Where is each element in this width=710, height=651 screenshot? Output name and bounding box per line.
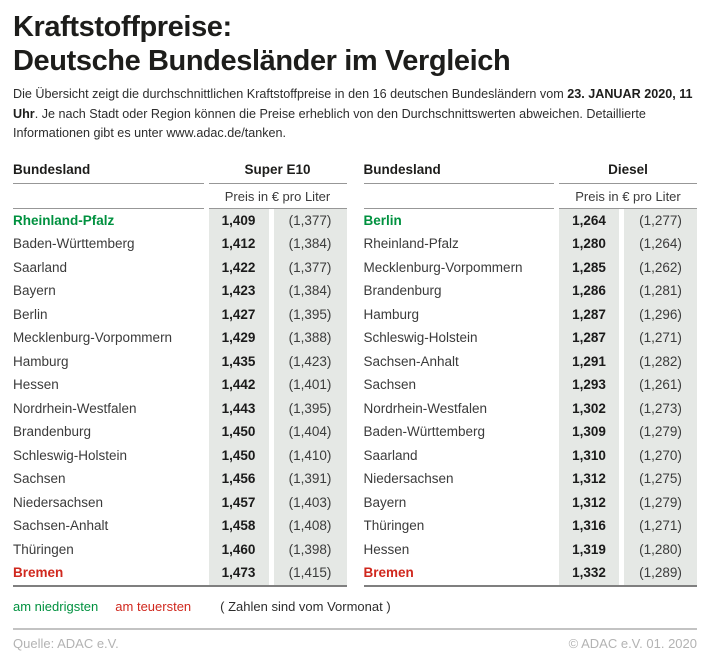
table-row bbox=[364, 420, 698, 444]
table-header-row bbox=[13, 157, 347, 184]
state-name: Berlin bbox=[13, 306, 48, 322]
state-name: Bayern bbox=[13, 283, 56, 299]
previous-month-price: (1,271) bbox=[624, 514, 697, 538]
current-price: 1,442 bbox=[209, 373, 269, 397]
intro-date-bold: 23. JANUAR 2020, 11 Uhr bbox=[13, 87, 693, 121]
state-name: Brandenburg bbox=[13, 424, 92, 440]
state-name: Berlin bbox=[363, 212, 402, 228]
previous-month-price: (1,280) bbox=[624, 538, 697, 562]
current-price: 1,450 bbox=[209, 444, 269, 468]
current-price: 1,264 bbox=[559, 209, 619, 233]
table-subheader-row bbox=[13, 184, 347, 209]
table-row bbox=[364, 397, 698, 421]
current-price: 1,316 bbox=[559, 514, 619, 538]
legend bbox=[13, 599, 697, 614]
footer bbox=[13, 628, 697, 651]
previous-month-price: (1,296) bbox=[624, 303, 697, 327]
table-row bbox=[13, 397, 347, 421]
previous-month-price: (1,384) bbox=[274, 232, 347, 256]
page-title bbox=[13, 10, 697, 78]
state-name: Sachsen-Anhalt bbox=[13, 518, 109, 534]
state-name: Saarland bbox=[363, 447, 418, 463]
subheader-spacer bbox=[13, 184, 204, 209]
previous-month-price: (1,279) bbox=[624, 420, 697, 444]
previous-month-price: (1,262) bbox=[624, 256, 697, 280]
state-name: Mecklenburg-Vorpommern bbox=[363, 259, 523, 275]
table-row bbox=[364, 538, 698, 562]
intro-text: Die Übersicht zeigt die durchschnittlichen Kraftstoffpreise in den 16 deutschen Bundesländern vom bbox=[13, 87, 568, 101]
table-row bbox=[13, 279, 347, 303]
table-body bbox=[13, 209, 347, 587]
previous-month-price: (1,395) bbox=[274, 397, 347, 421]
current-price: 1,312 bbox=[559, 467, 619, 491]
current-price: 1,435 bbox=[209, 350, 269, 374]
table-row bbox=[13, 420, 347, 444]
table-row bbox=[13, 514, 347, 538]
current-price: 1,427 bbox=[209, 303, 269, 327]
state-name: Rheinland-Pfalz bbox=[363, 236, 459, 252]
table-row bbox=[13, 350, 347, 374]
current-price: 1,429 bbox=[209, 326, 269, 350]
intro-paragraph bbox=[13, 85, 697, 144]
previous-month-price: (1,270) bbox=[624, 444, 697, 468]
price-unit-header: Preis in € pro Liter bbox=[559, 184, 697, 209]
previous-month-price: (1,277) bbox=[624, 209, 697, 233]
current-price: 1,460 bbox=[209, 538, 269, 562]
table-row bbox=[364, 561, 698, 585]
current-price: 1,473 bbox=[209, 561, 269, 585]
previous-month-price: (1,423) bbox=[274, 350, 347, 374]
state-name: Nordrhein-Westfalen bbox=[13, 400, 137, 416]
current-price: 1,287 bbox=[559, 303, 619, 327]
previous-month-price: (1,388) bbox=[274, 326, 347, 350]
state-name: Mecklenburg-Vorpommern bbox=[13, 330, 173, 346]
current-price: 1,291 bbox=[559, 350, 619, 374]
current-price: 1,285 bbox=[559, 256, 619, 280]
legend-note: ( Zahlen sind vom Vormonat ) bbox=[220, 598, 391, 614]
table-row bbox=[364, 350, 698, 374]
state-name: Schleswig-Holstein bbox=[13, 447, 128, 463]
current-price: 1,280 bbox=[559, 232, 619, 256]
table-row bbox=[13, 303, 347, 327]
state-name: Saarland bbox=[13, 259, 68, 275]
previous-month-price: (1,275) bbox=[624, 467, 697, 491]
source-credit: Quelle: ADAC e.V. bbox=[13, 635, 119, 651]
table-row bbox=[364, 491, 698, 515]
state-name: Niedersachsen bbox=[13, 494, 104, 510]
current-price: 1,293 bbox=[559, 373, 619, 397]
state-name: Thüringen bbox=[363, 518, 425, 534]
previous-month-price: (1,403) bbox=[274, 491, 347, 515]
current-price: 1,412 bbox=[209, 232, 269, 256]
table-row bbox=[364, 279, 698, 303]
fuel-type-header: Diesel bbox=[559, 157, 697, 184]
previous-month-price: (1,408) bbox=[274, 514, 347, 538]
table-subheader-row bbox=[364, 184, 698, 209]
table-row bbox=[13, 256, 347, 280]
state-name: Nordrhein-Westfalen bbox=[363, 400, 488, 416]
current-price: 1,287 bbox=[559, 326, 619, 350]
state-column-header: Bundesland bbox=[13, 157, 204, 184]
state-name: Hamburg bbox=[363, 306, 420, 322]
current-price: 1,309 bbox=[559, 420, 619, 444]
table-diesel bbox=[364, 157, 698, 587]
table-row bbox=[364, 232, 698, 256]
current-price: 1,409 bbox=[209, 209, 269, 233]
current-price: 1,286 bbox=[559, 279, 619, 303]
state-name: Baden-Württemberg bbox=[13, 236, 135, 252]
state-name: Bremen bbox=[13, 565, 64, 581]
previous-month-price: (1,273) bbox=[624, 397, 697, 421]
previous-month-price: (1,384) bbox=[274, 279, 347, 303]
current-price: 1,310 bbox=[559, 444, 619, 468]
legend-highest-label: am teuersten bbox=[115, 598, 192, 614]
title-line-2: Deutsche Bundesländer im Vergleich bbox=[13, 45, 511, 77]
current-price: 1,456 bbox=[209, 467, 269, 491]
table-row bbox=[13, 326, 347, 350]
table-row bbox=[13, 491, 347, 515]
state-name: Hessen bbox=[13, 377, 59, 393]
table-row bbox=[364, 209, 698, 233]
current-price: 1,450 bbox=[209, 420, 269, 444]
previous-month-price: (1,261) bbox=[624, 373, 697, 397]
current-price: 1,458 bbox=[209, 514, 269, 538]
state-name: Thüringen bbox=[13, 541, 74, 557]
current-price: 1,319 bbox=[559, 538, 619, 562]
state-name: Hamburg bbox=[13, 353, 69, 369]
state-name: Schleswig-Holstein bbox=[363, 330, 478, 346]
table-row bbox=[364, 514, 698, 538]
table-row bbox=[364, 373, 698, 397]
table-body bbox=[364, 209, 698, 587]
table-row bbox=[13, 467, 347, 491]
table-super-e10 bbox=[13, 157, 347, 587]
previous-month-price: (1,289) bbox=[624, 561, 697, 585]
current-price: 1,332 bbox=[559, 561, 619, 585]
current-price: 1,312 bbox=[559, 491, 619, 515]
legend-lowest-label: am niedrigsten bbox=[13, 598, 99, 614]
title-line-1: Kraftstoffpreise: bbox=[13, 11, 232, 43]
table-row bbox=[13, 561, 347, 585]
state-name: Sachsen bbox=[13, 471, 66, 487]
state-name: Sachsen-Anhalt bbox=[363, 353, 459, 369]
table-header-row bbox=[364, 157, 698, 184]
previous-month-price: (1,279) bbox=[624, 491, 697, 515]
previous-month-price: (1,377) bbox=[274, 256, 347, 280]
state-name: Hessen bbox=[363, 541, 410, 557]
current-price: 1,423 bbox=[209, 279, 269, 303]
table-row bbox=[13, 538, 347, 562]
previous-month-price: (1,415) bbox=[274, 561, 347, 585]
table-row bbox=[364, 256, 698, 280]
table-row bbox=[364, 467, 698, 491]
table-row bbox=[13, 444, 347, 468]
table-row bbox=[13, 209, 347, 233]
price-tables bbox=[13, 157, 697, 587]
table-row bbox=[13, 373, 347, 397]
price-unit-header: Preis in € pro Liter bbox=[209, 184, 347, 209]
state-name: Sachsen bbox=[363, 377, 417, 393]
previous-month-price: (1,271) bbox=[624, 326, 697, 350]
current-price: 1,457 bbox=[209, 491, 269, 515]
previous-month-price: (1,282) bbox=[624, 350, 697, 374]
state-name: Brandenburg bbox=[363, 283, 442, 299]
previous-month-price: (1,401) bbox=[274, 373, 347, 397]
state-name: Niedersachsen bbox=[363, 471, 454, 487]
fuel-type-header: Super E10 bbox=[209, 157, 347, 184]
previous-month-price: (1,377) bbox=[274, 209, 347, 233]
state-name: Baden-Württemberg bbox=[363, 424, 486, 440]
intro-rest: . Je nach Stadt oder Region können die Preise erheblich von den Durchschnittswerten abweichen. Detaillierte Informationen gibt es unter www.adac.de/tanken. bbox=[13, 106, 646, 140]
previous-month-price: (1,404) bbox=[274, 420, 347, 444]
previous-month-price: (1,395) bbox=[274, 303, 347, 327]
previous-month-price: (1,410) bbox=[274, 444, 347, 468]
current-price: 1,443 bbox=[209, 397, 269, 421]
subheader-spacer bbox=[364, 184, 555, 209]
table-row bbox=[364, 303, 698, 327]
current-price: 1,302 bbox=[559, 397, 619, 421]
previous-month-price: (1,391) bbox=[274, 467, 347, 491]
previous-month-price: (1,281) bbox=[624, 279, 697, 303]
previous-month-price: (1,398) bbox=[274, 538, 347, 562]
table-row bbox=[13, 232, 347, 256]
previous-month-price: (1,264) bbox=[624, 232, 697, 256]
table-row bbox=[364, 326, 698, 350]
state-name: Rheinland-Pfalz bbox=[13, 212, 115, 228]
table-row bbox=[364, 444, 698, 468]
current-price: 1,422 bbox=[209, 256, 269, 280]
state-name: Bayern bbox=[363, 494, 407, 510]
state-column-header: Bundesland bbox=[364, 157, 555, 184]
copyright-notice: © ADAC e.V. 01. 2020 bbox=[568, 635, 697, 651]
state-name: Bremen bbox=[363, 565, 414, 581]
